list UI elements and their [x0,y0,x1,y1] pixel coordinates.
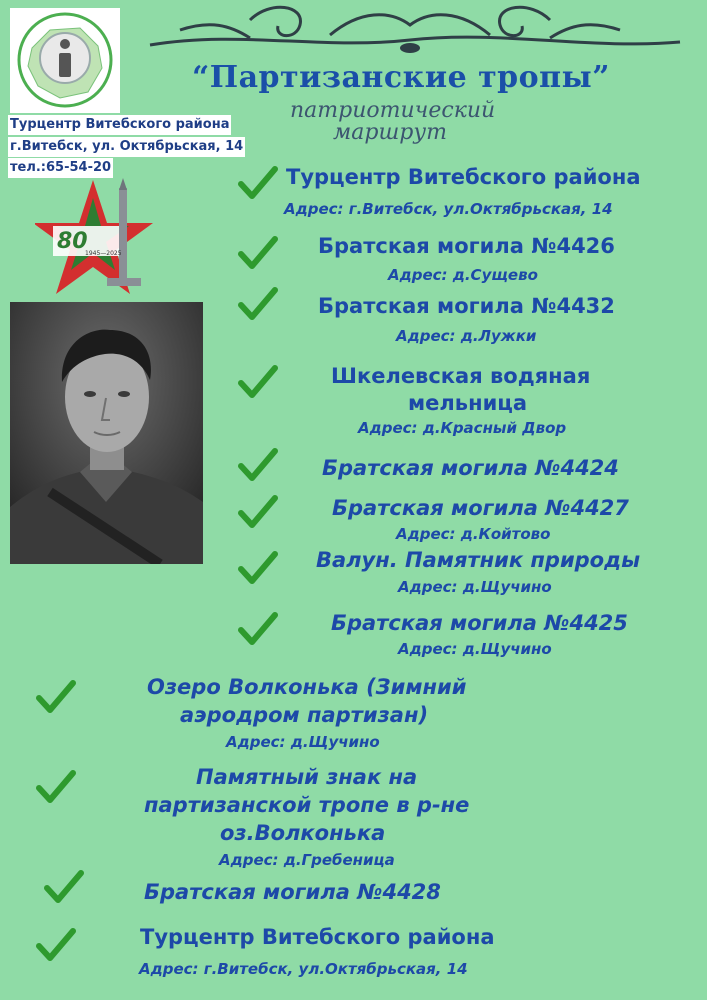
stop-address: Адрес: д.Щучино [398,640,552,658]
victory-80-emblem [35,178,165,298]
emblem-years: 1945—2025 [85,250,122,257]
stop-address: Адрес: д.Щучино [398,578,552,596]
decorative-flourish [120,0,700,60]
contact-address-line2: г.Витебск, ул. Октябрьская, 14 [8,137,245,157]
stop-address: Адрес: д.Лужки [396,327,537,345]
check-icon [238,236,278,270]
stop-name: Турцентр Витебского района [286,165,641,189]
stop-name-line2: партизанской тропе в р-не [144,793,470,817]
stop-name: Братская могила №4432 [318,294,615,318]
stop-name-line2: мельница [408,391,528,415]
stop-address: Адрес: д.Сущево [388,266,538,284]
stop-name: Братская могила №4425 [331,611,628,635]
check-icon [44,870,84,904]
check-icon [238,495,278,529]
stop-address: Адрес: д.Гребеница [219,851,395,869]
stop-address: Адрес: г.Витебск, ул.Октябрьская, 14 [284,200,613,218]
contact-address-line1: Турцентр Витебского района [8,115,231,135]
check-icon [238,166,278,200]
stop-name: Братская могила №4427 [332,496,629,520]
page-title: “Партизанские тропы” [192,60,610,95]
stop-name: Братская могила №4428 [144,880,441,904]
check-icon [238,365,278,399]
stop-address: Адрес: г.Витебск, ул.Октябрьская, 14 [139,960,468,978]
stop-name-line1: Шкелевская водяная [331,364,591,388]
stop-name: Валун. Памятник природы [316,548,641,572]
stop-address: Адрес: д.Щучино [226,733,380,751]
stop-address: Адрес: д.Койтово [396,525,551,543]
stop-name-line2: аэродром партизан) [180,703,429,727]
tourism-logo [10,8,120,113]
stop-name-line3: оз.Волконька [220,821,386,845]
stop-name: Турцентр Витебского района [140,925,495,949]
check-icon [36,680,76,714]
check-icon [36,770,76,804]
check-icon [238,448,278,482]
stop-name: Братская могила №4424 [322,456,619,480]
stop-address: Адрес: д.Красный Двор [358,419,567,437]
subtitle-line2: маршрут [333,120,447,145]
stop-name-line1: Озеро Волконька (Зимний [147,675,467,699]
check-icon [238,287,278,321]
check-icon [238,612,278,646]
partisan-portrait-photo [10,302,203,564]
contact-phone: тел.:65-54-20 [8,158,113,178]
subtitle-line1: патриотический [290,98,496,123]
check-icon [36,928,76,962]
stop-name: Братская могила №4426 [318,234,615,258]
emblem-number: 80 [57,229,88,254]
check-icon [238,551,278,585]
stop-name-line1: Памятный знак на [196,765,418,789]
